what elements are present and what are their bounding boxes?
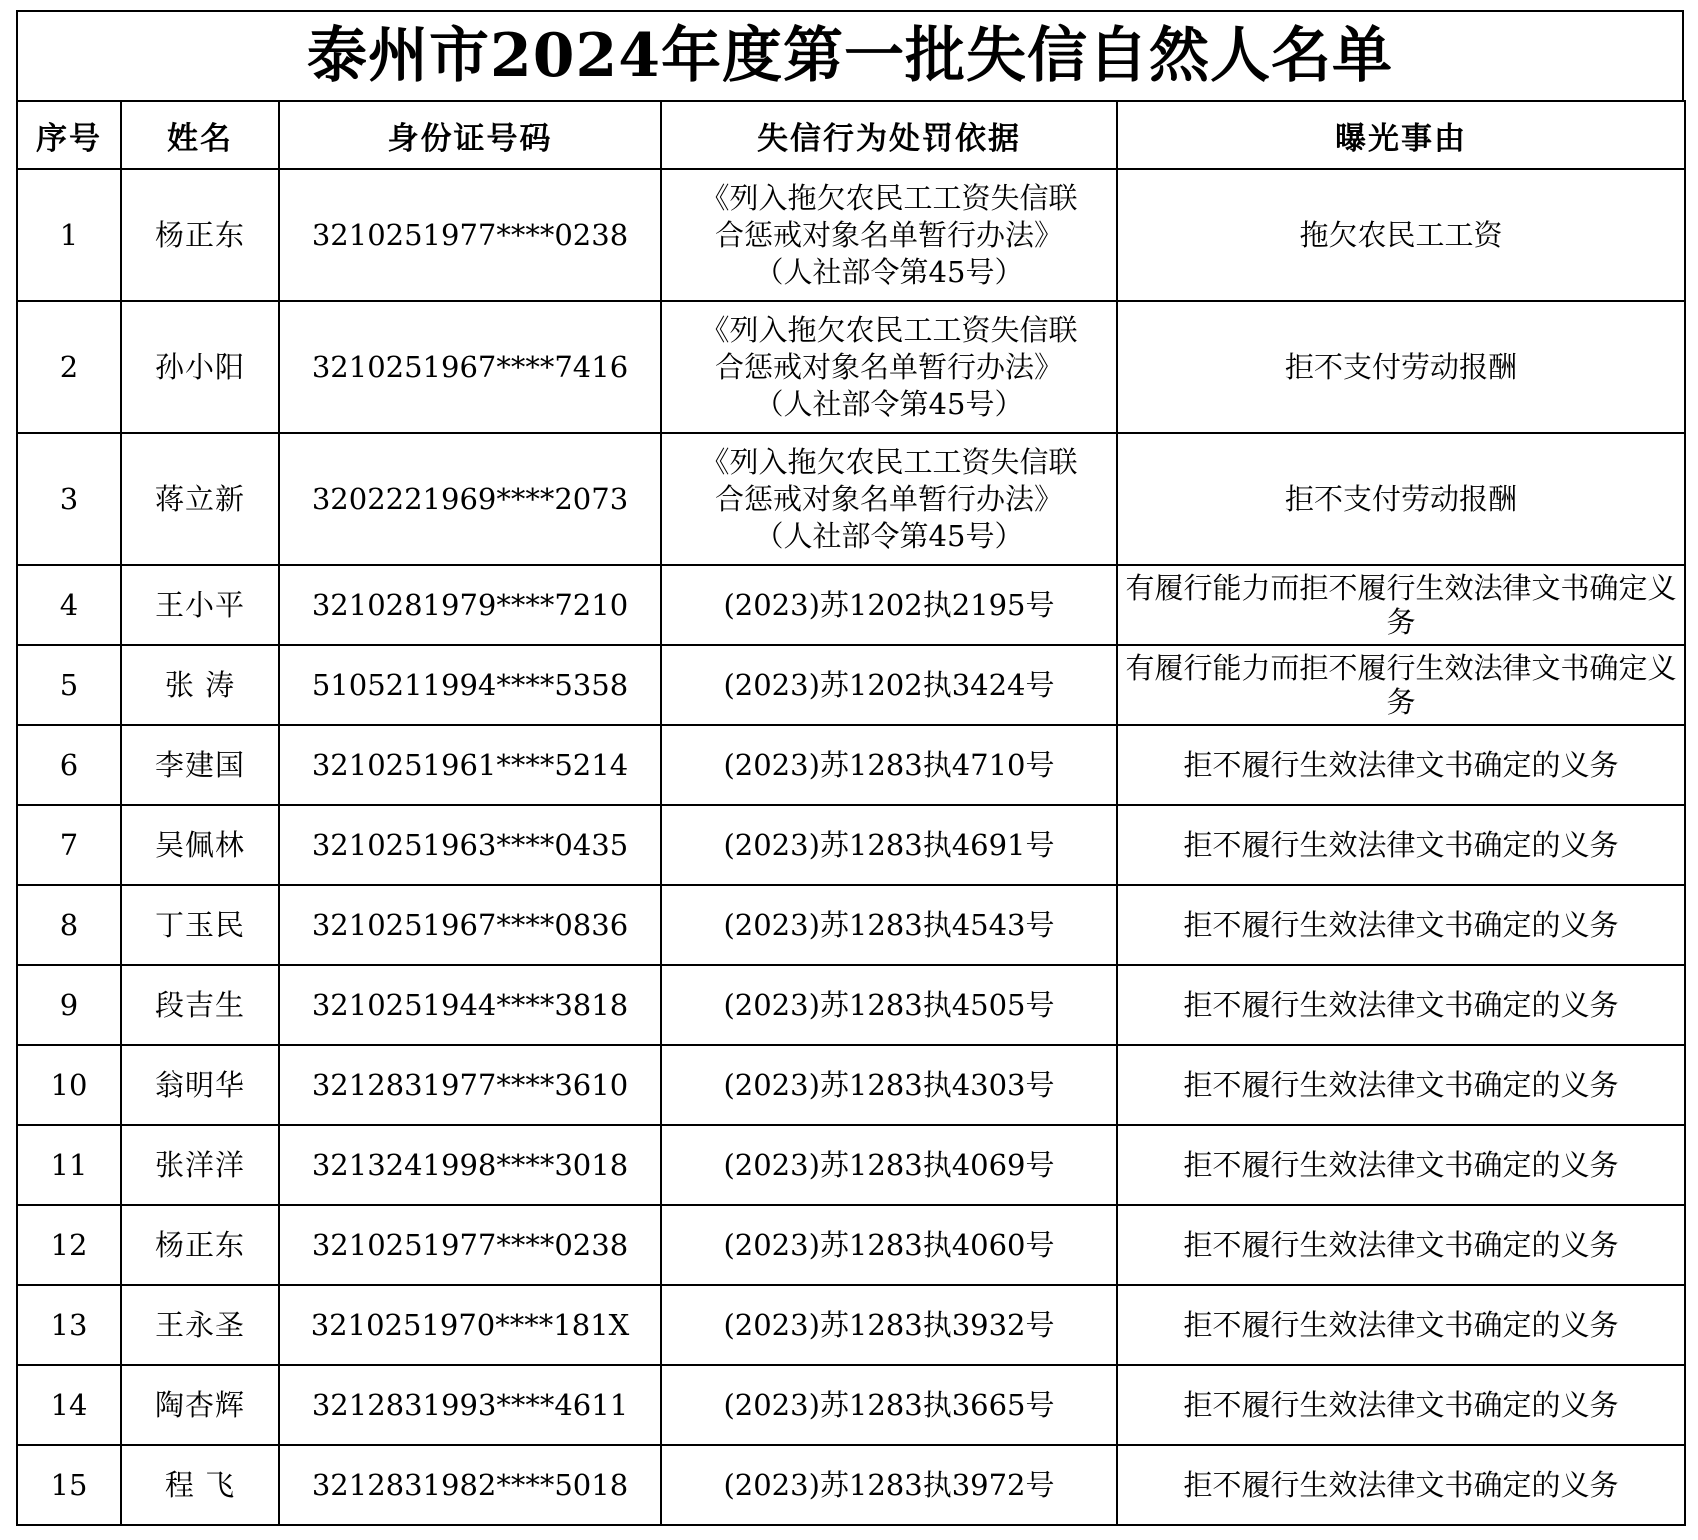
penalty-basis-line: (2023)苏1283执3932号 (723, 1308, 1055, 1342)
penalty-basis-line: (2023)苏1202执2195号 (723, 588, 1055, 622)
cell-exposure-reason: 拒不履行生效法律文书确定的义务 (1117, 885, 1685, 965)
cell-serial: 14 (17, 1365, 121, 1445)
cell-exposure-reason: 拒不履行生效法律文书确定的义务 (1117, 805, 1685, 885)
cell-serial: 2 (17, 301, 121, 433)
cell-penalty-basis (661, 301, 1117, 433)
table-row (17, 565, 1685, 645)
cell-exposure-reason: 拒不支付劳动报酬 (1117, 433, 1685, 565)
penalty-basis-line: （人社部令第45号） (754, 254, 1024, 289)
roster-table (16, 100, 1686, 1526)
cell-exposure-reason: 拖欠农民工工资 (1117, 169, 1685, 301)
cell-name: 杨正东 (121, 1205, 279, 1285)
cell-exposure-reason: 拒不履行生效法律文书确定的义务 (1117, 725, 1685, 805)
cell-id-number: 3212831982****5018 (279, 1445, 661, 1525)
cell-exposure-reason: 拒不履行生效法律文书确定的义务 (1117, 1445, 1685, 1525)
cell-serial: 10 (17, 1045, 121, 1125)
cell-penalty-basis (661, 725, 1117, 805)
cell-exposure-reason: 拒不履行生效法律文书确定的义务 (1117, 1285, 1685, 1365)
cell-penalty-basis (661, 1285, 1117, 1365)
table-row (17, 1285, 1685, 1365)
cell-serial: 4 (17, 565, 121, 645)
cell-id-number: 3202221969****2073 (279, 433, 661, 565)
table-row (17, 1445, 1685, 1525)
table-body (17, 169, 1685, 1525)
cell-serial: 5 (17, 645, 121, 725)
cell-name: 陶杏辉 (121, 1365, 279, 1445)
cell-name: 吴佩林 (121, 805, 279, 885)
penalty-basis-line: (2023)苏1202执3424号 (723, 668, 1055, 702)
cell-name: 翁明华 (121, 1045, 279, 1125)
cell-exposure-reason: 拒不履行生效法律文书确定的义务 (1117, 1365, 1685, 1445)
cell-exposure-reason: 拒不履行生效法律文书确定的义务 (1117, 1205, 1685, 1285)
cell-id-number: 3210251970****181X (279, 1285, 661, 1365)
cell-serial: 11 (17, 1125, 121, 1205)
penalty-basis-line: 合惩戒对象名单暂行办法》 (714, 349, 1063, 384)
cell-penalty-basis (661, 965, 1117, 1045)
cell-penalty-basis (661, 433, 1117, 565)
penalty-basis-line: (2023)苏1283执4060号 (723, 1228, 1055, 1262)
table-header-row (17, 101, 1685, 169)
penalty-basis-line: (2023)苏1283执4505号 (723, 988, 1055, 1022)
table-row (17, 1125, 1685, 1205)
table-row (17, 885, 1685, 965)
cell-penalty-basis (661, 1125, 1117, 1205)
document-sheet (16, 10, 1684, 1526)
cell-exposure-reason: 拒不履行生效法律文书确定的义务 (1117, 1045, 1685, 1125)
header-penalty-basis: 失信行为处罚依据 (661, 101, 1117, 169)
cell-name: 王永圣 (121, 1285, 279, 1365)
cell-penalty-basis (661, 645, 1117, 725)
cell-name: 张洋洋 (121, 1125, 279, 1205)
table-row (17, 645, 1685, 725)
penalty-basis-line: （人社部令第45号） (754, 518, 1024, 553)
cell-exposure-reason: 拒不履行生效法律文书确定的义务 (1117, 965, 1685, 1045)
cell-name: 丁玉民 (121, 885, 279, 965)
document-title: 泰州市2024年度第一批失信自然人名单 (16, 10, 1684, 100)
header-id-number: 身份证号码 (279, 101, 661, 169)
cell-id-number: 3210251944****3818 (279, 965, 661, 1045)
cell-id-number: 5105211994****5358 (279, 645, 661, 725)
penalty-basis-line: 《列入拖欠农民工工资失信联 (700, 180, 1078, 215)
table-row (17, 1365, 1685, 1445)
penalty-basis-line: (2023)苏1283执4691号 (723, 828, 1055, 862)
cell-name: 蒋立新 (121, 433, 279, 565)
penalty-basis-line: （人社部令第45号） (754, 386, 1024, 421)
cell-penalty-basis (661, 1045, 1117, 1125)
cell-name: 李建国 (121, 725, 279, 805)
penalty-basis-line: 合惩戒对象名单暂行办法》 (714, 217, 1063, 252)
cell-serial: 6 (17, 725, 121, 805)
table-row (17, 433, 1685, 565)
cell-id-number: 3210251961****5214 (279, 725, 661, 805)
cell-id-number: 3210251967****7416 (279, 301, 661, 433)
header-serial: 序号 (17, 101, 121, 169)
table-row (17, 965, 1685, 1045)
table-row (17, 1045, 1685, 1125)
cell-name: 程 飞 (121, 1445, 279, 1525)
penalty-basis-line: (2023)苏1283执4710号 (723, 748, 1055, 782)
penalty-basis-line: 合惩戒对象名单暂行办法》 (714, 481, 1063, 516)
cell-id-number: 3212831993****4611 (279, 1365, 661, 1445)
cell-serial: 12 (17, 1205, 121, 1285)
cell-id-number: 3210281979****7210 (279, 565, 661, 645)
cell-penalty-basis (661, 805, 1117, 885)
cell-name: 段吉生 (121, 965, 279, 1045)
cell-id-number: 3210251977****0238 (279, 1205, 661, 1285)
penalty-basis-line: (2023)苏1283执3665号 (723, 1388, 1055, 1422)
cell-exposure-reason: 有履行能力而拒不履行生效法律文书确定义务 (1117, 645, 1685, 725)
cell-name: 孙小阳 (121, 301, 279, 433)
cell-id-number: 3210251967****0836 (279, 885, 661, 965)
table-row (17, 169, 1685, 301)
cell-penalty-basis (661, 885, 1117, 965)
table-row (17, 301, 1685, 433)
cell-id-number: 3212831977****3610 (279, 1045, 661, 1125)
penalty-basis-line: 《列入拖欠农民工工资失信联 (700, 444, 1078, 479)
cell-serial: 3 (17, 433, 121, 565)
cell-id-number: 3210251977****0238 (279, 169, 661, 301)
cell-serial: 8 (17, 885, 121, 965)
cell-penalty-basis (661, 169, 1117, 301)
cell-penalty-basis (661, 1365, 1117, 1445)
penalty-basis-line: (2023)苏1283执4543号 (723, 908, 1055, 942)
cell-serial: 7 (17, 805, 121, 885)
cell-exposure-reason: 拒不履行生效法律文书确定的义务 (1117, 1125, 1685, 1205)
cell-serial: 13 (17, 1285, 121, 1365)
cell-serial: 1 (17, 169, 121, 301)
table-row (17, 1205, 1685, 1285)
cell-name: 杨正东 (121, 169, 279, 301)
penalty-basis-line: (2023)苏1283执4069号 (723, 1148, 1055, 1182)
penalty-basis-line: 《列入拖欠农民工工资失信联 (700, 312, 1078, 347)
penalty-basis-line: (2023)苏1283执3972号 (723, 1468, 1055, 1502)
cell-serial: 15 (17, 1445, 121, 1525)
table-row (17, 725, 1685, 805)
cell-id-number: 3210251963****0435 (279, 805, 661, 885)
cell-name: 张 涛 (121, 645, 279, 725)
cell-penalty-basis (661, 1445, 1117, 1525)
penalty-basis-line: (2023)苏1283执4303号 (723, 1068, 1055, 1102)
header-name: 姓名 (121, 101, 279, 169)
cell-serial: 9 (17, 965, 121, 1045)
cell-exposure-reason: 有履行能力而拒不履行生效法律文书确定义务 (1117, 565, 1685, 645)
cell-name: 王小平 (121, 565, 279, 645)
header-exposure-reason: 曝光事由 (1117, 101, 1685, 169)
cell-exposure-reason: 拒不支付劳动报酬 (1117, 301, 1685, 433)
table-row (17, 805, 1685, 885)
cell-penalty-basis (661, 565, 1117, 645)
cell-id-number: 3213241998****3018 (279, 1125, 661, 1205)
cell-penalty-basis (661, 1205, 1117, 1285)
